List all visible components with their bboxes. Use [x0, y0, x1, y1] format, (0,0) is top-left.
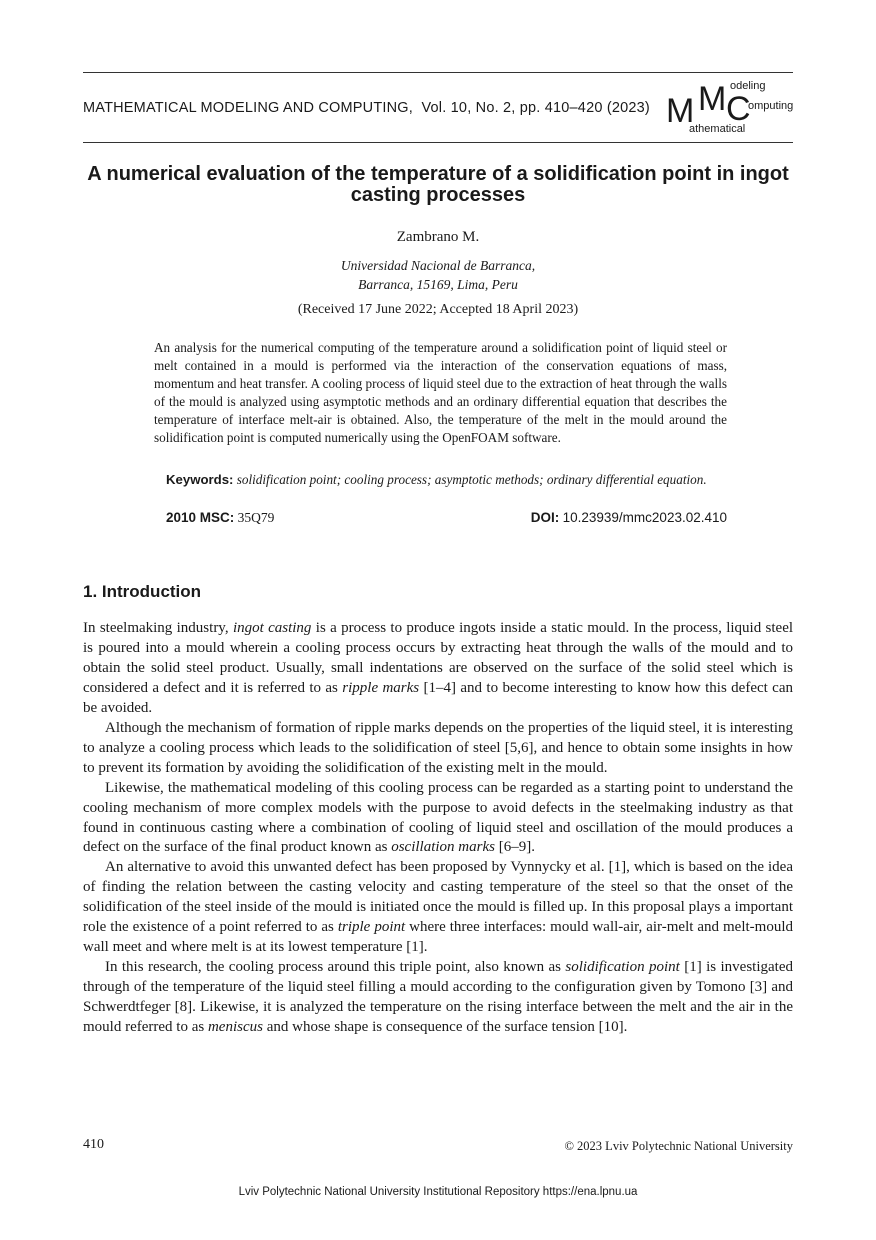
copyright-notice: © 2023 Lviv Polytechnic National University [564, 1139, 793, 1153]
affiliation-line-2: Barranca, 15169, Lima, Peru [358, 277, 518, 292]
repository-footer: Lviv Polytechnic National University Institutional Repository https://ena.lpnu.ua [238, 1186, 638, 1198]
logo-word-omputing: omputing [748, 100, 794, 112]
logo-word-athematical: athematical [689, 123, 746, 135]
doi [531, 510, 727, 526]
logo-letter-m2: M [698, 80, 727, 118]
paper-title: A numerical evaluation of the temperature of a solidification point in ingot casting processes [87, 163, 789, 206]
header-rule-top [83, 72, 793, 73]
logo-letter-c: C [726, 90, 751, 128]
paragraph-5: In this research, the cooling process around this triple point, also known as solidification point [1] is investigated through of the temperature of the liquid steel filling a mould according to the configuration given by Tomono [3] and Schwerdtfeger [8]. Likewise, it is analyzed the temperature on the rising interface between the melt and the air in the mould referred to as meniscus and whose shape is consequence of the surface tension [10]. [83, 959, 793, 1036]
logo-word-odeling: odeling [730, 80, 766, 92]
section-title-introduction: 1. Introduction [83, 582, 202, 601]
paragraph-1: In steelmaking industry, ingot casting is a process to produce ingots inside a static mould. In the process, liquid steel is poured into a mould wherein a cooling process occurs by extracting heat through the walls of the mould and to obtain the solid steel product. Usually, small indentations are observed on the surface of the solid steel which is considered a defect and it is referred to as ripple marks [1–4] and to become interesting to know how this defect can be avoided. [83, 620, 794, 716]
keywords-label: Keywords: [166, 472, 234, 487]
msc-classification [166, 510, 274, 526]
paragraph-3: Likewise, the mathematical modeling of this cooling process can be regarded as a starting point to understand the cooling mechanism of more complex models with the purpose to avoid defects in the steelmaking industry as that found in continuous casting where a combination of cooling of liquid steel and oscillation of the mould produces a defect on the surface of the final product known as oscillation marks [6–9]. [83, 779, 793, 856]
paragraph-4: An alternative to avoid this unwanted defect has been proposed by Vynnycky et al. [1], which is based on the idea of finding the relation between the casting velocity and casting temperature of the steel so that the onset of the solidification of the steel inside of the mould is initiated once the mould is filled up. In this proposal plays a important role the existence of a point referred to as triple point where three interfaces: mould wall-air, air-melt and melt-mould wall meet and where melt is at its lowest temperature [1]. [83, 859, 794, 956]
header-rule-bottom [83, 142, 793, 143]
msc-value: 35Q79 [237, 510, 275, 525]
introduction-body [83, 619, 793, 1038]
journal-logo [664, 78, 794, 140]
paragraph-2: Although the mechanism of formation of ripple marks depends on the properties of the liquid steel, it is interesting to analyze a cooling process which leads to the solidification of steel [5,6], and hence to obtain some insights in how to prevent its formation by avoiding the solidification of the existing melt in the mould. [83, 719, 793, 776]
logo-letter-m1: M [666, 92, 695, 130]
doi-link[interactable]: 10.23939/mmc2023.02.410 [562, 510, 727, 525]
page-number: 410 [83, 1137, 104, 1152]
journal-name: MATHEMATICAL MODELING AND COMPUTING, [83, 100, 413, 116]
abstract: An analysis for the numerical computing of the temperature around a solidification point of liquid steel or melt contained in a mould is performed via the interaction of the conservation equations of mass, momentum and heat transfer. A cooling process of liquid steel due to the extraction of heat through the walls of the mould is analyzed using asymptotic methods and an ordinary differential equation that describes the temperature of interface melt-air is obtained. Also, the temperature of the melt in the mould around the solidification point is computed numerically using the OpenFOAM software. [154, 340, 727, 445]
msc-label: 2010 MSC: [166, 510, 235, 525]
paper-author: Zambrano M. [396, 229, 480, 245]
keywords [154, 471, 727, 489]
journal-volume: Vol. 10, No. 2, pp. 410–420 (2023) [421, 100, 650, 116]
author-affiliation [83, 256, 793, 294]
received-dates: (Received 17 June 2022; Accepted 18 April 2023) [297, 302, 579, 317]
doi-label: DOI: [530, 510, 560, 525]
keywords-value: solidification point; cooling process; asymptotic methods; ordinary differential equation. [236, 472, 707, 487]
journal-header [83, 100, 650, 116]
affiliation-line-1: Universidad Nacional de Barranca, [340, 258, 536, 273]
